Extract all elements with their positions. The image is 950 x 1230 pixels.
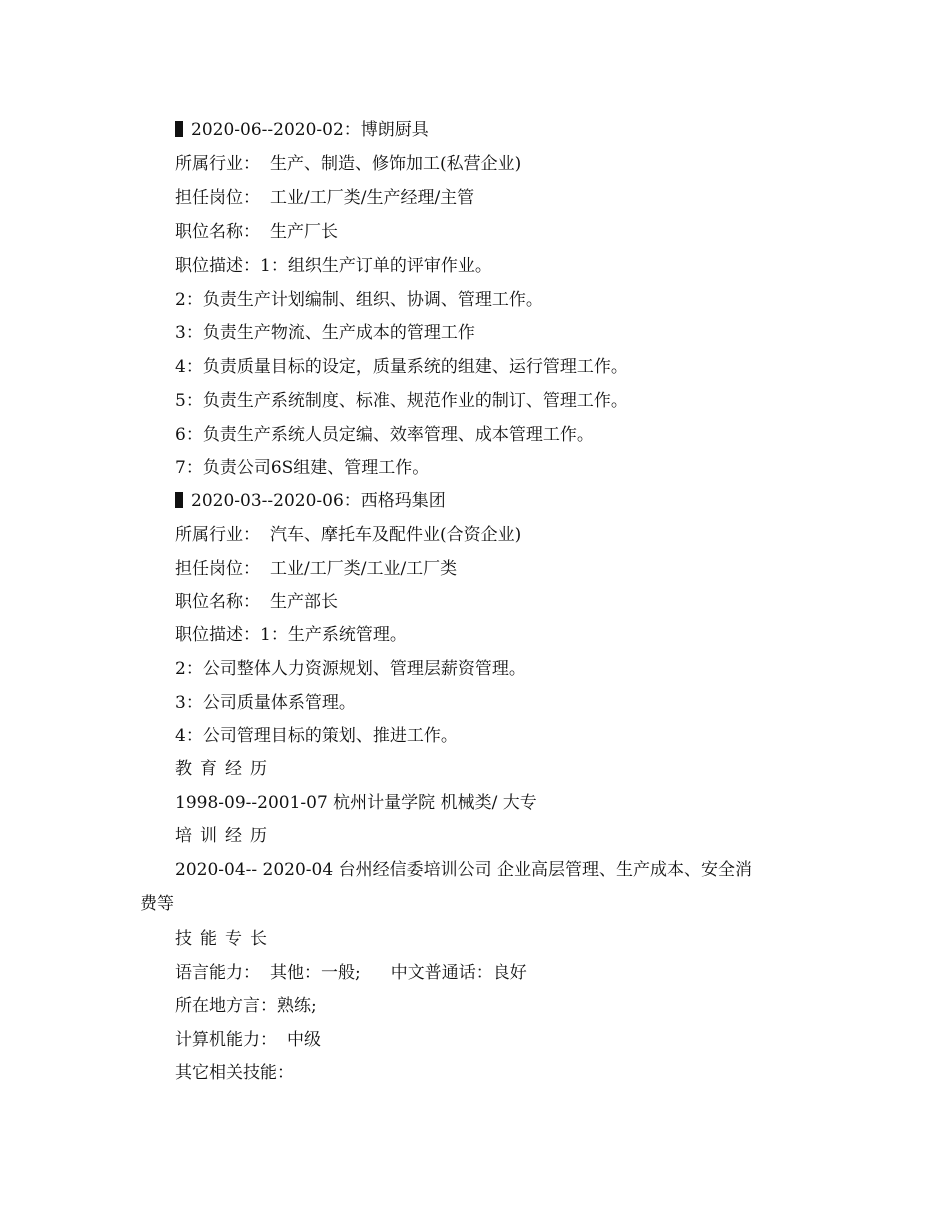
training-heading: 培训经历: [175, 826, 275, 846]
computer-line: [175, 1029, 321, 1051]
title-label: 职位名称：: [175, 592, 260, 612]
title-line: [175, 591, 338, 613]
bullet-mark: [175, 492, 183, 508]
language-other: 其他：一般;: [270, 963, 361, 983]
job-header: [175, 119, 429, 141]
desc-line: 2：负责生产计划编制、组织、协调、管理工作。: [175, 290, 543, 310]
computer-value: 中级: [287, 1030, 321, 1050]
bullet-mark: [175, 121, 183, 137]
industry-value: 生产、制造、修饰加工(私营企业): [270, 154, 522, 174]
education-entry: 1998-09--2001-07 杭州计量学院 机械类/ 大专: [175, 793, 537, 813]
industry-line: [175, 524, 521, 546]
title-label: 职位名称：: [175, 222, 260, 242]
desc-line: 职位描述：1：生产系统管理。: [175, 625, 407, 645]
industry-label: 所属行业：: [175, 154, 260, 174]
industry-line: [175, 153, 521, 175]
dialect-line: 所在地方言：熟练;: [175, 996, 317, 1016]
desc-line: 7：负责公司6S组建、管理工作。: [175, 458, 430, 478]
job-header-text: 2020-03--2020-06：西格玛集团: [191, 491, 446, 511]
post-label: 担任岗位：: [175, 188, 260, 208]
desc-line: 4：负责质量目标的设定，质量系统的组建、运行管理工作。: [175, 357, 628, 377]
desc-line: 3：负责生产物流、生产成本的管理工作: [175, 323, 475, 343]
desc-line: 6：负责生产系统人员定编、效率管理、成本管理工作。: [175, 425, 594, 445]
industry-value: 汽车、摩托车及配件业(合资企业): [270, 525, 522, 545]
desc-line: 4：公司管理目标的策划、推进工作。: [175, 726, 458, 746]
language-mandarin: 中文普通话：良好: [390, 963, 527, 983]
job-header-text: 2020-06--2020-02：博朗厨具: [191, 120, 429, 140]
training-entry: 2020-04-- 2020-04 台州经信委培训公司 企业高层管理、生产成本、安全消: [175, 860, 752, 880]
desc-line: 5：负责生产系统制度、标准、规范作业的制订、管理工作。: [175, 391, 628, 411]
computer-label: 计算机能力：: [175, 1030, 277, 1050]
title-value: 生产部长: [270, 592, 338, 612]
job-header: [175, 490, 446, 512]
skills-heading: 技能专长: [175, 929, 275, 949]
language-line: [175, 962, 527, 984]
title-line: [175, 221, 338, 243]
industry-label: 所属行业：: [175, 525, 260, 545]
training-entry-continued: 费等: [140, 894, 174, 914]
desc-line: 2：公司整体人力资源规划、管理层薪资管理。: [175, 659, 526, 679]
title-value: 生产厂长: [270, 222, 338, 242]
post-label: 担任岗位：: [175, 559, 260, 579]
post-value: 工业/工厂类/生产经理/主管: [270, 188, 475, 208]
other-skills-line: 其它相关技能：: [175, 1063, 294, 1083]
desc-line: 职位描述：1：组织生产订单的评审作业。: [175, 256, 492, 276]
language-label: 语言能力：: [175, 963, 260, 983]
post-line: [175, 187, 474, 209]
education-heading: 教育经历: [175, 759, 275, 779]
post-value: 工业/工厂类/工业/工厂类: [270, 559, 458, 579]
desc-line: 3：公司质量体系管理。: [175, 693, 356, 713]
post-line: [175, 558, 457, 580]
